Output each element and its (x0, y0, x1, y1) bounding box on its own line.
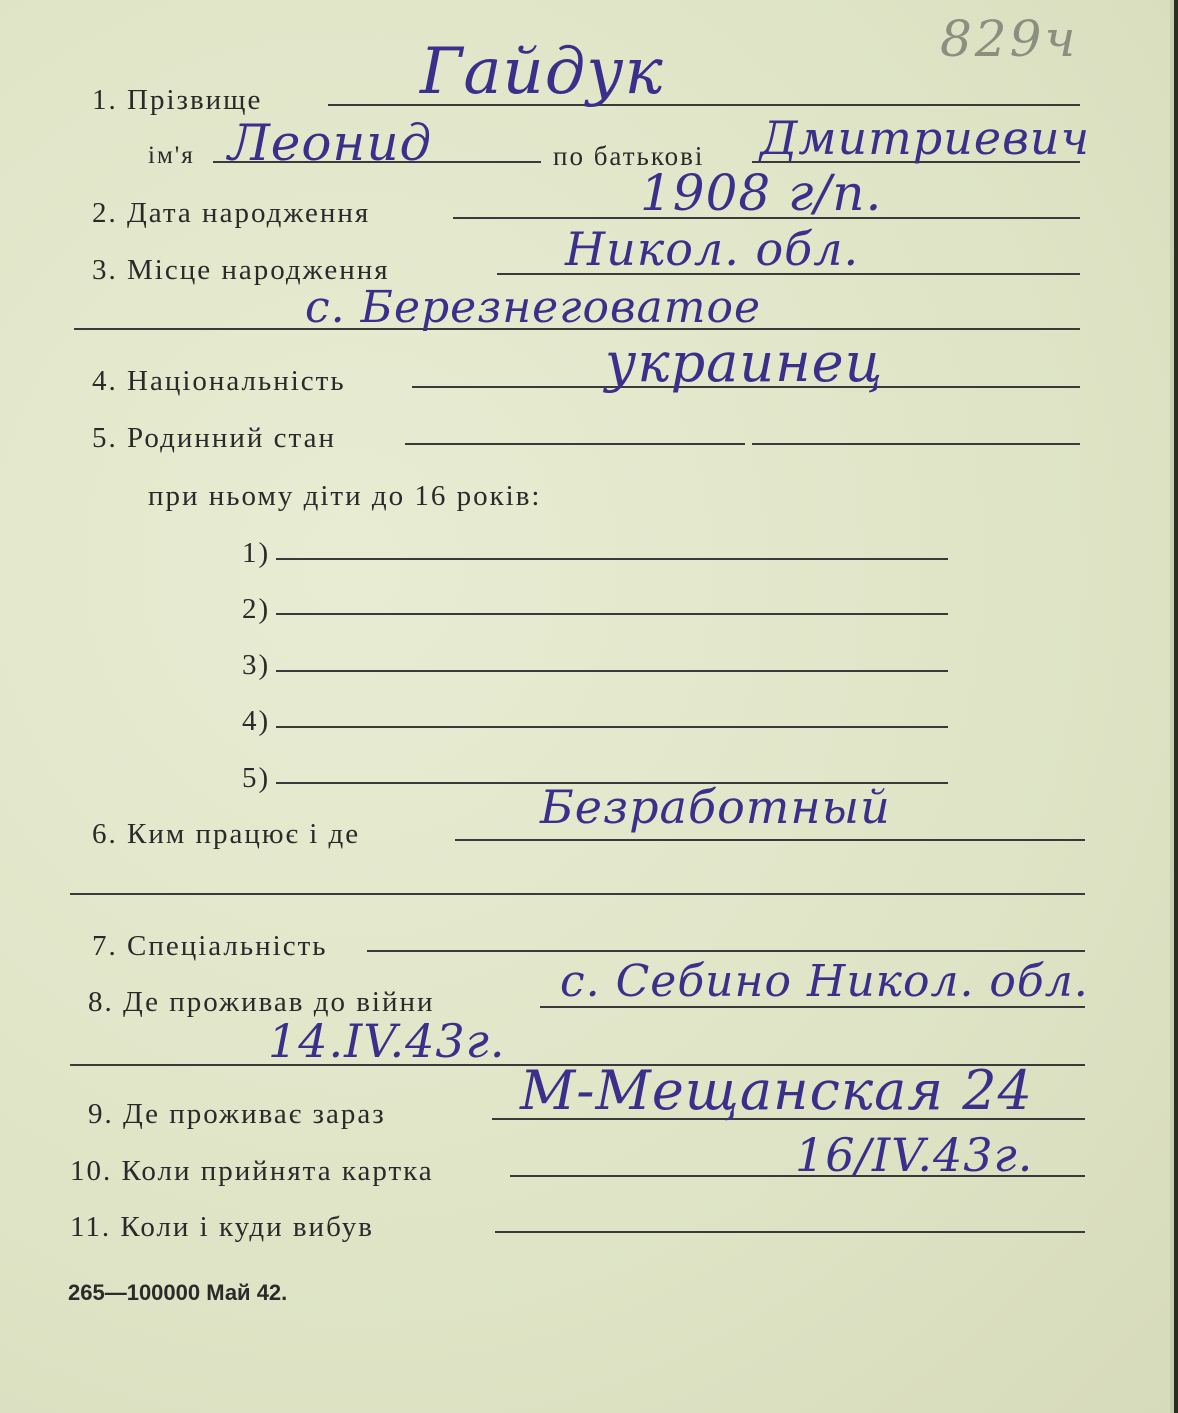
hw-prewar-residence[interactable]: с. Себино Никол. обл. (560, 956, 1089, 1007)
hw-first-name[interactable]: Леонид (228, 114, 433, 172)
label-prewar-residence: 8. Де проживав до війни (88, 986, 435, 1018)
hw-card-accepted[interactable]: 16/IV.43г. (795, 1128, 1034, 1182)
line-occupation-2 (70, 893, 1085, 895)
hw-current-residence[interactable]: М-Мещанская 24 (520, 1059, 1033, 1122)
hw-nationality[interactable]: украинец (605, 331, 884, 394)
label-speciality: 7. Спеціальність (92, 930, 328, 962)
archive-number: 829ч (940, 10, 1079, 68)
line-child-3 (276, 670, 948, 672)
print-code: 265—100000 Май 42. (68, 1280, 288, 1305)
line-child-2 (276, 613, 948, 615)
label-current-residence: 9. Де проживає зараз (88, 1098, 386, 1130)
hw-birth-place-1[interactable]: Никол. обл. (565, 222, 860, 276)
hw-surname[interactable]: Гайдук (420, 35, 664, 109)
label-child-1: 1) (242, 537, 271, 569)
label-child-3: 3) (242, 649, 271, 681)
hw-birth-date[interactable]: 1908 г/п. (640, 164, 883, 222)
label-birth-date: 2. Дата народження (92, 197, 371, 229)
label-nationality: 4. Національність (92, 365, 346, 397)
line-occupation (455, 839, 1085, 841)
line-speciality (367, 950, 1085, 952)
label-children: при ньому діти до 16 років: (148, 480, 542, 512)
label-occupation: 6. Ким працює і де (92, 818, 361, 850)
label-departure: 11. Коли і куди вибув (70, 1211, 374, 1243)
hw-patronymic[interactable]: Дмитриевич (760, 111, 1091, 165)
line-child-4 (276, 726, 948, 728)
line-departure (495, 1231, 1085, 1233)
line-child-1 (276, 558, 948, 560)
label-patronymic: по батькові (553, 141, 705, 171)
hw-birth-place-2[interactable]: с. Березнеговатое (305, 282, 762, 333)
line-marital-status-a (405, 443, 745, 445)
line-marital-status-b (752, 443, 1080, 445)
label-surname: 1. Прізвище (92, 84, 263, 116)
label-child-5: 5) (242, 762, 271, 794)
label-card-accepted: 10. Коли прийнята картка (70, 1155, 434, 1187)
label-first-name: ім'я (148, 142, 195, 169)
label-marital-status: 5. Родинний стан (92, 422, 336, 454)
label-birth-place: 3. Місце народження (92, 254, 390, 286)
label-child-2: 2) (242, 593, 271, 625)
hw-prewar-date[interactable]: 14.IV.43г. (268, 1014, 506, 1068)
label-child-4: 4) (242, 705, 271, 737)
hw-occupation[interactable]: Безработный (540, 780, 891, 834)
